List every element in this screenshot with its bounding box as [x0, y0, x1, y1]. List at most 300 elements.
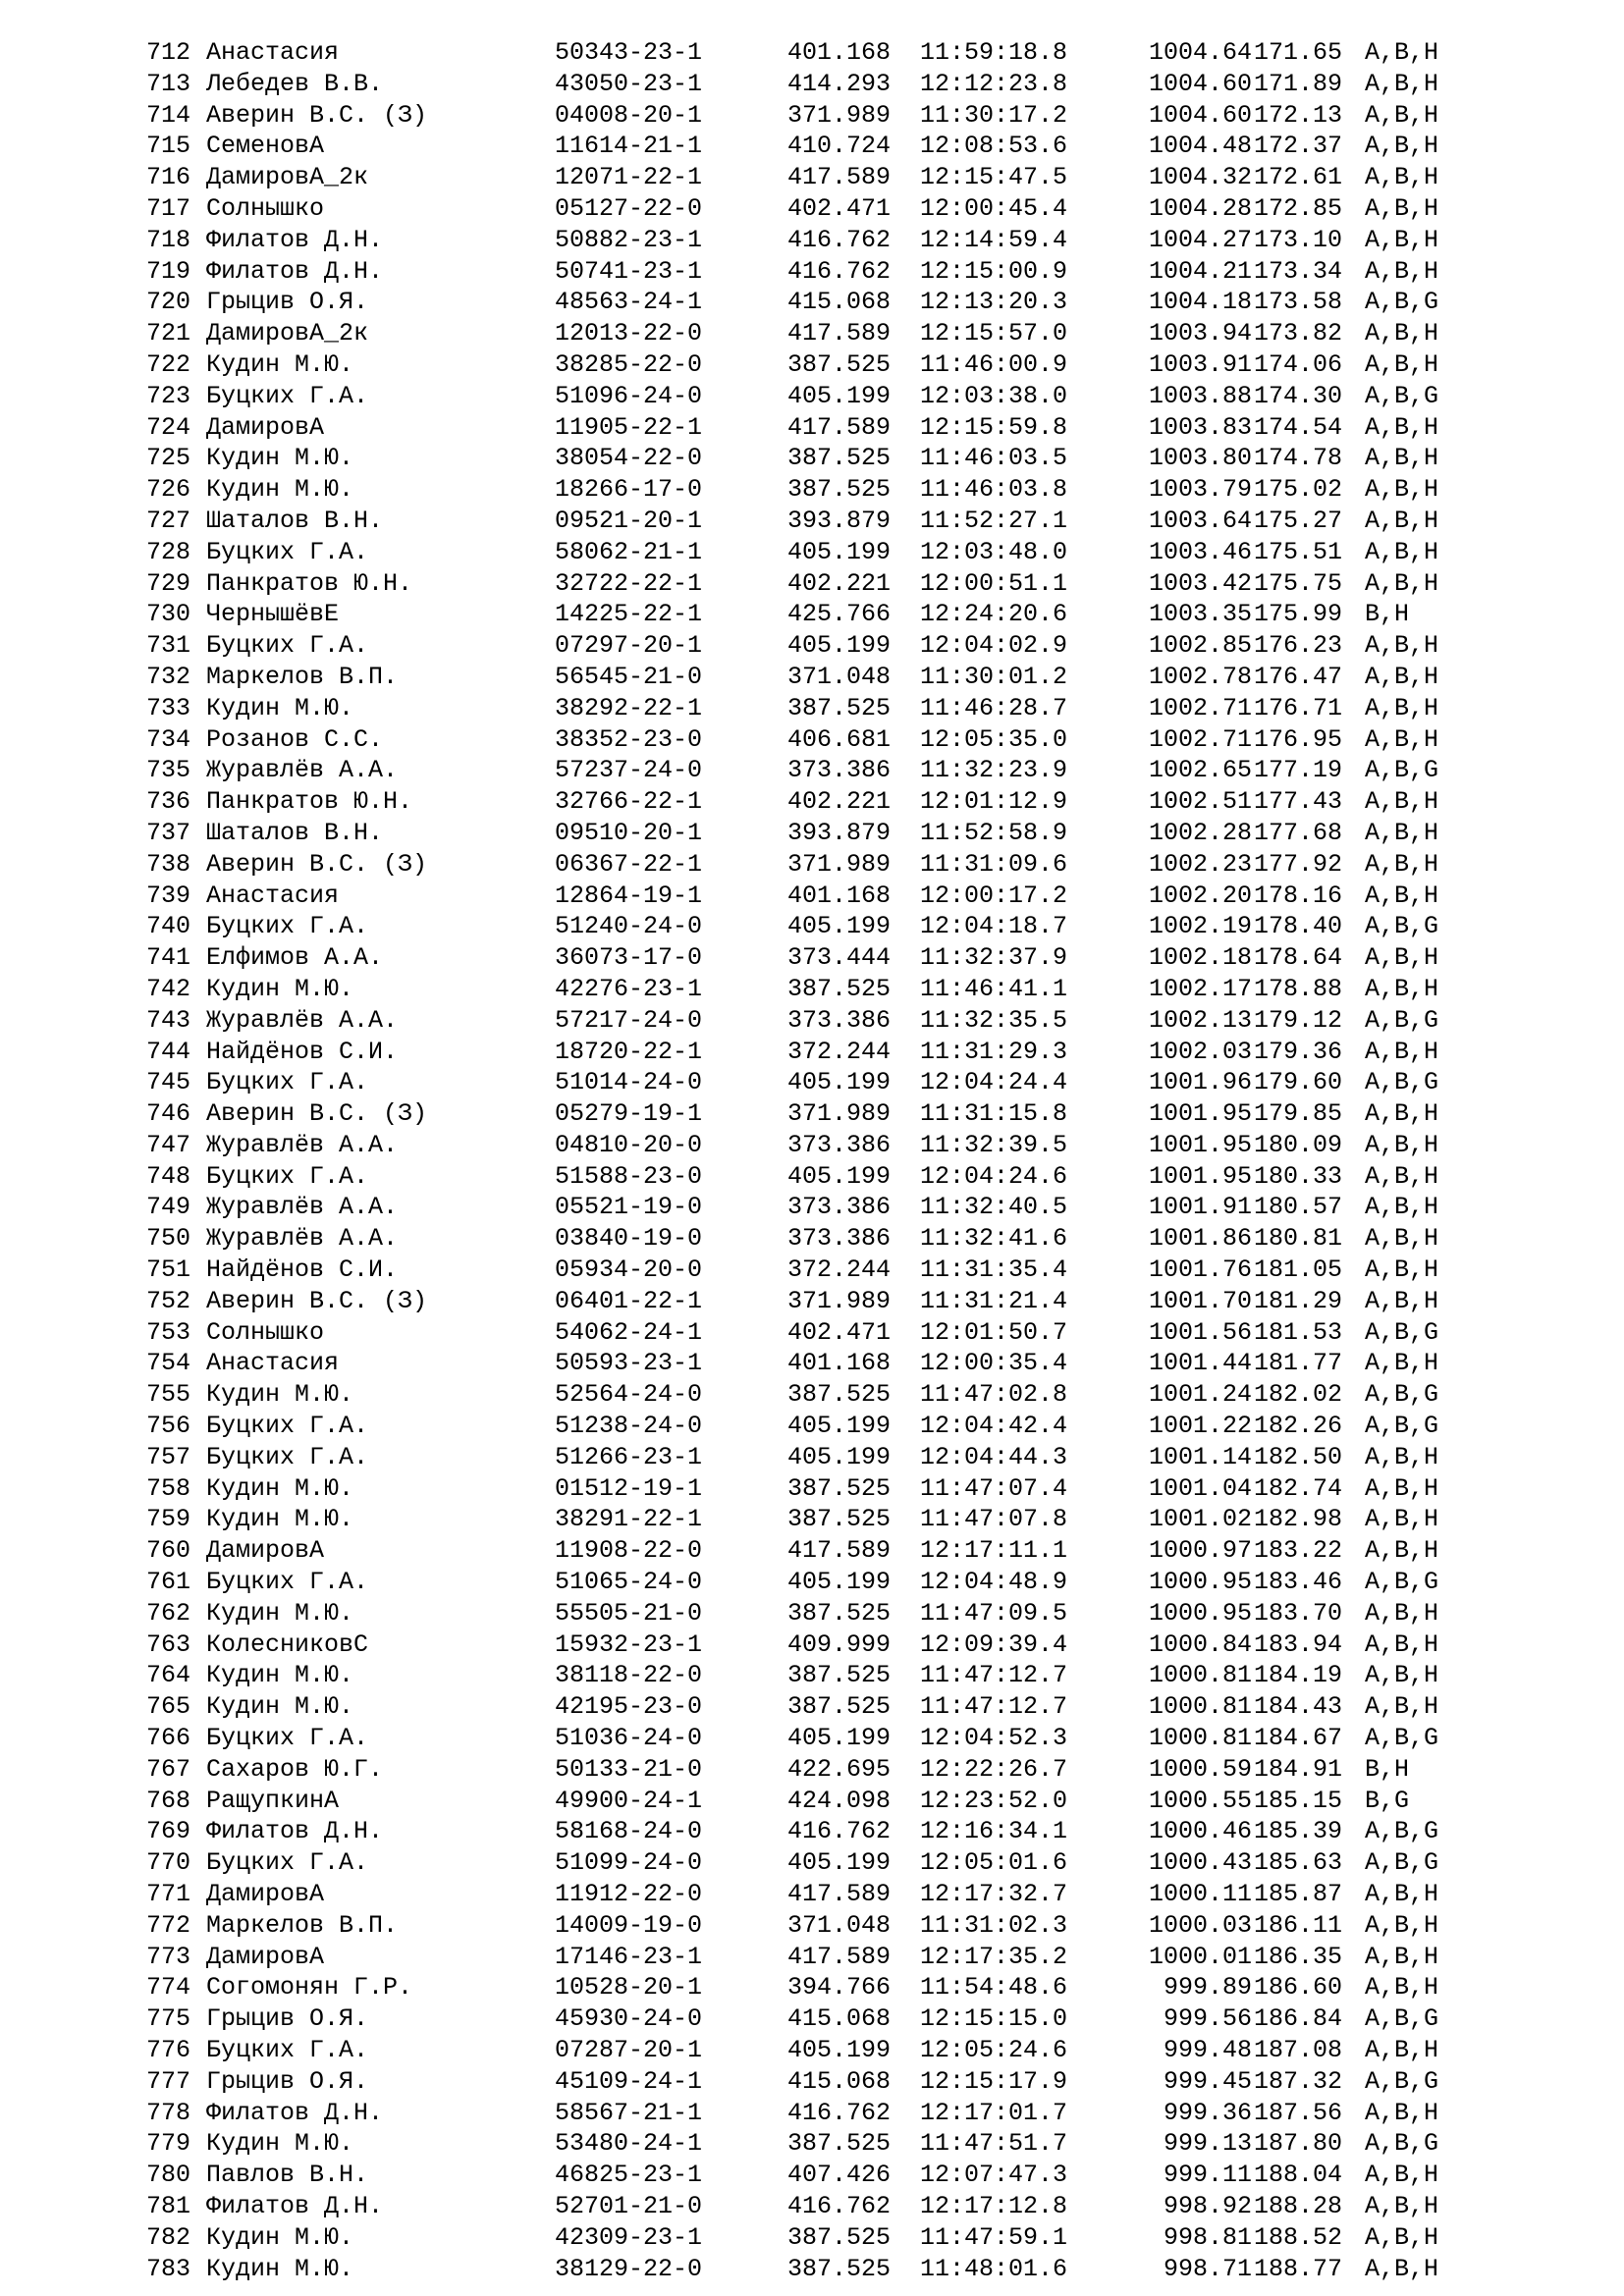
distance: 422.695: [787, 1754, 892, 1784]
arrival-time: 11:47:02.8: [920, 1380, 1068, 1410]
speed: 1002.65: [1148, 756, 1252, 785]
speed: 1001.95: [1148, 1161, 1252, 1191]
speed: 1002.78: [1148, 662, 1252, 691]
speed: 1001.76: [1148, 1255, 1252, 1285]
groups: A,B,H: [1365, 1349, 1439, 1378]
fancier-name: Журавлёв А.А.: [206, 756, 399, 785]
coefficient: 175.51: [1254, 537, 1343, 566]
fancier-name: Кудин М.Ю.: [206, 1692, 354, 1722]
speed: 1002.51: [1148, 787, 1252, 817]
groups: A,B,H: [1365, 943, 1439, 973]
place-number: 771: [145, 1880, 190, 1909]
groups: A,B,H: [1365, 193, 1439, 223]
result-row: [0, 1691, 1624, 1723]
result-row: [0, 881, 1624, 912]
coefficient: 179.60: [1254, 1068, 1343, 1097]
result-row: [0, 349, 1624, 381]
groups: A,B,H: [1365, 849, 1439, 879]
result-row: [0, 474, 1624, 506]
speed: 1004.60: [1148, 100, 1252, 130]
groups: A,B,H: [1365, 1161, 1439, 1191]
place-number: 716: [145, 163, 190, 192]
place-number: 755: [145, 1380, 190, 1410]
distance: 387.525: [787, 444, 892, 473]
coefficient: 174.78: [1254, 444, 1343, 473]
result-row: [0, 630, 1624, 662]
arrival-time: 11:48:01.6: [920, 2254, 1068, 2283]
ring-number: 54062-24-1: [555, 1317, 703, 1347]
place-number: 745: [145, 1068, 190, 1097]
arrival-time: 12:15:47.5: [920, 163, 1068, 192]
place-number: 724: [145, 412, 190, 442]
coefficient: 182.26: [1254, 1412, 1343, 1441]
groups: A,B,G: [1365, 756, 1439, 785]
result-row: [0, 162, 1624, 193]
distance: 416.762: [787, 256, 892, 286]
place-number: 715: [145, 132, 190, 161]
coefficient: 185.63: [1254, 1848, 1343, 1878]
result-row: [0, 69, 1624, 100]
result-row: [0, 2003, 1624, 2035]
distance: 401.168: [787, 1349, 892, 1378]
coefficient: 183.22: [1254, 1536, 1343, 1566]
coefficient: 178.64: [1254, 943, 1343, 973]
coefficient: 187.08: [1254, 2036, 1343, 2064]
distance: 415.068: [787, 288, 892, 317]
ring-number: 49900-24-1: [555, 1786, 703, 1815]
fancier-name: Кудин М.Ю.: [206, 2254, 354, 2283]
distance: 405.199: [787, 631, 892, 661]
distance: 402.221: [787, 787, 892, 817]
groups: A,B,H: [1365, 1598, 1439, 1628]
place-number: 767: [145, 1754, 190, 1784]
distance: 415.068: [787, 2004, 892, 2034]
coefficient: 188.77: [1254, 2254, 1343, 2283]
coefficient: 181.53: [1254, 1317, 1343, 1347]
place-number: 777: [145, 2066, 190, 2096]
fancier-name: Кудин М.Ю.: [206, 1661, 354, 1690]
groups: A,B,G: [1365, 1848, 1439, 1878]
arrival-time: 11:30:17.2: [920, 100, 1068, 130]
speed: 1001.70: [1148, 1286, 1252, 1315]
place-number: 731: [145, 631, 190, 661]
result-row: [0, 1910, 1624, 1942]
fancier-name: Панкратов Ю.Н.: [206, 568, 413, 598]
groups: A,B,H: [1365, 225, 1439, 254]
ring-number: 03840-19-0: [555, 1224, 703, 1254]
result-row: [0, 1348, 1624, 1379]
ring-number: 56545-21-0: [555, 662, 703, 691]
speed: 1000.81: [1148, 1724, 1252, 1753]
arrival-time: 12:17:11.1: [920, 1536, 1068, 1566]
speed: 999.48: [1163, 2036, 1252, 2064]
ring-number: 52701-21-0: [555, 2191, 703, 2220]
fancier-name: Аверин В.С. (З): [206, 1286, 428, 1315]
result-row: [0, 786, 1624, 818]
place-number: 738: [145, 849, 190, 879]
groups: A,B,H: [1365, 1224, 1439, 1254]
distance: 372.244: [787, 1037, 892, 1066]
result-row: [0, 2128, 1624, 2160]
speed: 1004.18: [1148, 288, 1252, 317]
arrival-time: 11:31:29.3: [920, 1037, 1068, 1066]
coefficient: 172.85: [1254, 193, 1343, 223]
result-row: [0, 100, 1624, 132]
speed: 1001.95: [1148, 1130, 1252, 1159]
distance: 371.048: [787, 662, 892, 691]
distance: 387.525: [787, 974, 892, 1003]
fancier-name: Филатов Д.Н.: [206, 2191, 384, 2220]
distance: 401.168: [787, 881, 892, 910]
result-row: [0, 1598, 1624, 1629]
ring-number: 50133-21-0: [555, 1754, 703, 1784]
result-row: [0, 2222, 1624, 2254]
place-number: 778: [145, 2098, 190, 2127]
arrival-time: 12:04:02.9: [920, 631, 1068, 661]
arrival-time: 11:31:02.3: [920, 1910, 1068, 1940]
groups: A,B,H: [1365, 1942, 1439, 1971]
arrival-time: 11:46:00.9: [920, 349, 1068, 379]
speed: 1002.28: [1148, 818, 1252, 847]
result-row: [0, 1067, 1624, 1098]
ring-number: 45109-24-1: [555, 2066, 703, 2096]
speed: 1002.18: [1148, 943, 1252, 973]
arrival-time: 11:59:18.8: [920, 38, 1068, 67]
groups: A,B,G: [1365, 912, 1439, 941]
fancier-name: Филатов Д.Н.: [206, 225, 384, 254]
result-row: [0, 1192, 1624, 1223]
ring-number: 12071-22-1: [555, 163, 703, 192]
distance: 417.589: [787, 163, 892, 192]
arrival-time: 11:47:59.1: [920, 2222, 1068, 2252]
coefficient: 188.04: [1254, 2161, 1343, 2190]
speed: 1000.11: [1148, 1880, 1252, 1909]
speed: 1001.95: [1148, 1099, 1252, 1129]
distance: 405.199: [787, 1068, 892, 1097]
arrival-time: 12:05:01.6: [920, 1848, 1068, 1878]
distance: 387.525: [787, 349, 892, 379]
distance: 393.879: [787, 506, 892, 535]
ring-number: 57217-24-0: [555, 1005, 703, 1035]
ring-number: 18720-22-1: [555, 1037, 703, 1066]
fancier-name: Найдёнов С.И.: [206, 1037, 399, 1066]
result-row: [0, 131, 1624, 162]
fancier-name: СеменовА: [206, 132, 325, 161]
arrival-time: 12:23:52.0: [920, 1786, 1068, 1815]
coefficient: 174.06: [1254, 349, 1343, 379]
speed: 1001.96: [1148, 1068, 1252, 1097]
distance: 405.199: [787, 912, 892, 941]
result-row: [0, 287, 1624, 318]
fancier-name: Аверин В.С. (З): [206, 849, 428, 879]
fancier-name: Буцких Г.А.: [206, 1724, 369, 1753]
ring-number: 38129-22-0: [555, 2254, 703, 2283]
place-number: 750: [145, 1224, 190, 1254]
place-number: 728: [145, 537, 190, 566]
arrival-time: 12:15:17.9: [920, 2066, 1068, 2096]
fancier-name: Буцких Г.А.: [206, 1568, 369, 1597]
speed: 1004.32: [1148, 163, 1252, 192]
speed: 1000.95: [1148, 1598, 1252, 1628]
arrival-time: 11:46:03.5: [920, 444, 1068, 473]
fancier-name: Грыцив О.Я.: [206, 2066, 369, 2096]
groups: A,B,H: [1365, 163, 1439, 192]
distance: 371.048: [787, 1910, 892, 1940]
distance: 402.471: [787, 193, 892, 223]
place-number: 764: [145, 1661, 190, 1690]
distance: 425.766: [787, 600, 892, 629]
ring-number: 36073-17-0: [555, 943, 703, 973]
ring-number: 51266-23-1: [555, 1442, 703, 1471]
speed: 1000.55: [1148, 1786, 1252, 1815]
arrival-time: 11:47:09.5: [920, 1598, 1068, 1628]
groups: A,B,G: [1365, 1068, 1439, 1097]
groups: A,B,H: [1365, 1099, 1439, 1129]
groups: A,B,H: [1365, 2036, 1439, 2064]
groups: A,B,H: [1365, 662, 1439, 691]
speed: 1001.22: [1148, 1412, 1252, 1441]
distance: 414.293: [787, 69, 892, 98]
fancier-name: РащупкинА: [206, 1786, 340, 1815]
ring-number: 51099-24-0: [555, 1848, 703, 1878]
groups: A,B,H: [1365, 787, 1439, 817]
speed: 1001.91: [1148, 1193, 1252, 1222]
place-number: 769: [145, 1817, 190, 1846]
ring-number: 42309-23-1: [555, 2222, 703, 2252]
ring-number: 51588-23-0: [555, 1161, 703, 1191]
arrival-time: 12:04:48.9: [920, 1568, 1068, 1597]
fancier-name: Филатов Д.Н.: [206, 1817, 384, 1846]
ring-number: 14009-19-0: [555, 1910, 703, 1940]
result-row: [0, 942, 1624, 974]
arrival-time: 11:32:40.5: [920, 1193, 1068, 1222]
arrival-time: 12:03:48.0: [920, 537, 1068, 566]
speed: 1004.48: [1148, 132, 1252, 161]
distance: 405.199: [787, 2036, 892, 2064]
ring-number: 50593-23-1: [555, 1349, 703, 1378]
result-row: [0, 849, 1624, 881]
groups: A,B,H: [1365, 319, 1439, 348]
speed: 999.13: [1163, 2129, 1252, 2159]
coefficient: 186.84: [1254, 2004, 1343, 2034]
place-number: 768: [145, 1786, 190, 1815]
speed: 1002.23: [1148, 849, 1252, 879]
fancier-name: Кудин М.Ю.: [206, 444, 354, 473]
fancier-name: Сахаров Ю.Г.: [206, 1754, 384, 1784]
speed: 998.81: [1163, 2222, 1252, 2252]
fancier-name: Кудин М.Ю.: [206, 1505, 354, 1534]
coefficient: 172.13: [1254, 100, 1343, 130]
distance: 416.762: [787, 1817, 892, 1846]
speed: 1000.81: [1148, 1661, 1252, 1690]
arrival-time: 12:04:24.6: [920, 1161, 1068, 1191]
coefficient: 184.19: [1254, 1661, 1343, 1690]
coefficient: 179.12: [1254, 1005, 1343, 1035]
groups: A,B,H: [1365, 2161, 1439, 2190]
place-number: 734: [145, 724, 190, 754]
fancier-name: Буцких Г.А.: [206, 1068, 369, 1097]
result-row: [0, 1972, 1624, 2003]
result-row: [0, 1629, 1624, 1661]
result-row: [0, 1005, 1624, 1037]
ring-number: 04008-20-1: [555, 100, 703, 130]
coefficient: 173.58: [1254, 288, 1343, 317]
result-row: [0, 1161, 1624, 1193]
fancier-name: Буцких Г.А.: [206, 912, 369, 941]
coefficient: 177.68: [1254, 818, 1343, 847]
coefficient: 188.52: [1254, 2222, 1343, 2252]
coefficient: 188.28: [1254, 2191, 1343, 2220]
ring-number: 12864-19-1: [555, 881, 703, 910]
ring-number: 38118-22-0: [555, 1661, 703, 1690]
result-row: [0, 2191, 1624, 2222]
speed: 998.71: [1163, 2254, 1252, 2283]
fancier-name: Кудин М.Ю.: [206, 475, 354, 505]
result-row: [0, 1567, 1624, 1598]
result-row: [0, 2254, 1624, 2285]
groups: A,B,H: [1365, 1442, 1439, 1471]
ring-number: 50343-23-1: [555, 38, 703, 67]
speed: 999.89: [1163, 1973, 1252, 2002]
distance: 387.525: [787, 1505, 892, 1534]
fancier-name: Шаталов В.Н.: [206, 506, 384, 535]
coefficient: 181.77: [1254, 1349, 1343, 1378]
speed: 1000.46: [1148, 1817, 1252, 1846]
ring-number: 05934-20-0: [555, 1255, 703, 1285]
ring-number: 04810-20-0: [555, 1130, 703, 1159]
ring-number: 42276-23-1: [555, 974, 703, 1003]
result-row: [0, 2035, 1624, 2066]
speed: 1003.79: [1148, 475, 1252, 505]
distance: 393.879: [787, 818, 892, 847]
distance: 373.386: [787, 1193, 892, 1222]
coefficient: 178.40: [1254, 912, 1343, 941]
groups: A,B,H: [1365, 1910, 1439, 1940]
coefficient: 181.29: [1254, 1286, 1343, 1315]
coefficient: 176.71: [1254, 693, 1343, 722]
arrival-time: 12:04:18.7: [920, 912, 1068, 941]
arrival-time: 12:15:57.0: [920, 319, 1068, 348]
arrival-time: 11:32:41.6: [920, 1224, 1068, 1254]
groups: A,B,H: [1365, 2098, 1439, 2127]
groups: A,B,G: [1365, 2066, 1439, 2096]
fancier-name: Солнышко: [206, 1317, 325, 1347]
result-row: [0, 318, 1624, 349]
fancier-name: Кудин М.Ю.: [206, 2222, 354, 2252]
ring-number: 09510-20-1: [555, 818, 703, 847]
place-number: 736: [145, 787, 190, 817]
place-number: 776: [145, 2036, 190, 2064]
coefficient: 174.54: [1254, 412, 1343, 442]
distance: 409.999: [787, 1629, 892, 1659]
place-number: 748: [145, 1161, 190, 1191]
fancier-name: Буцких Г.А.: [206, 381, 369, 410]
groups: A,B,H: [1365, 38, 1439, 67]
speed: 1001.02: [1148, 1505, 1252, 1534]
distance: 387.525: [787, 1598, 892, 1628]
groups: A,B,H: [1365, 1286, 1439, 1315]
place-number: 761: [145, 1568, 190, 1597]
distance: 424.098: [787, 1786, 892, 1815]
coefficient: 185.15: [1254, 1786, 1343, 1815]
place-number: 753: [145, 1317, 190, 1347]
coefficient: 184.43: [1254, 1692, 1343, 1722]
result-row: [0, 256, 1624, 288]
speed: 1002.13: [1148, 1005, 1252, 1035]
groups: A,B,H: [1365, 1629, 1439, 1659]
coefficient: 183.70: [1254, 1598, 1343, 1628]
distance: 371.989: [787, 849, 892, 879]
arrival-time: 12:14:59.4: [920, 225, 1068, 254]
ring-number: 07287-20-1: [555, 2036, 703, 2064]
result-row: [0, 1379, 1624, 1411]
fancier-name: Кудин М.Ю.: [206, 1598, 354, 1628]
place-number: 737: [145, 818, 190, 847]
distance: 387.525: [787, 1380, 892, 1410]
arrival-time: 12:01:50.7: [920, 1317, 1068, 1347]
coefficient: 177.43: [1254, 787, 1343, 817]
result-row: [0, 818, 1624, 849]
groups: A,B,H: [1365, 506, 1439, 535]
coefficient: 178.88: [1254, 974, 1343, 1003]
fancier-name: Найдёнов С.И.: [206, 1255, 399, 1285]
arrival-time: 11:47:07.4: [920, 1473, 1068, 1503]
fancier-name: Анастасия: [206, 881, 340, 910]
speed: 1004.21: [1148, 256, 1252, 286]
arrival-time: 12:04:24.4: [920, 1068, 1068, 1097]
groups: A,B,H: [1365, 2254, 1439, 2283]
speed: 1003.42: [1148, 568, 1252, 598]
groups: A,B,H: [1365, 1130, 1439, 1159]
ring-number: 42195-23-0: [555, 1692, 703, 1722]
distance: 387.525: [787, 1692, 892, 1722]
result-row: [0, 1223, 1624, 1255]
ring-number: 11908-22-0: [555, 1536, 703, 1566]
coefficient: 187.56: [1254, 2098, 1343, 2127]
result-row: [0, 1037, 1624, 1068]
ring-number: 53480-24-1: [555, 2129, 703, 2159]
ring-number: 38352-23-0: [555, 724, 703, 754]
speed: 1003.91: [1148, 349, 1252, 379]
speed: 1004.28: [1148, 193, 1252, 223]
distance: 373.386: [787, 1224, 892, 1254]
arrival-time: 12:01:12.9: [920, 787, 1068, 817]
place-number: 730: [145, 600, 190, 629]
distance: 387.525: [787, 2129, 892, 2159]
fancier-name: Журавлёв А.А.: [206, 1005, 399, 1035]
ring-number: 11614-21-1: [555, 132, 703, 161]
arrival-time: 12:07:47.3: [920, 2161, 1068, 2190]
groups: A,B,H: [1365, 974, 1439, 1003]
coefficient: 186.35: [1254, 1942, 1343, 1971]
groups: A,B,H: [1365, 1880, 1439, 1909]
ring-number: 01512-19-1: [555, 1473, 703, 1503]
ring-number: 48563-24-1: [555, 288, 703, 317]
speed: 1001.86: [1148, 1224, 1252, 1254]
coefficient: 174.30: [1254, 381, 1343, 410]
speed: 1003.88: [1148, 381, 1252, 410]
result-row: [0, 1504, 1624, 1535]
coefficient: 185.39: [1254, 1817, 1343, 1846]
place-number: 721: [145, 319, 190, 348]
ring-number: 06367-22-1: [555, 849, 703, 879]
groups: A,B,H: [1365, 69, 1439, 98]
distance: 387.525: [787, 1473, 892, 1503]
speed: 1002.17: [1148, 974, 1252, 1003]
place-number: 749: [145, 1193, 190, 1222]
result-row: [0, 193, 1624, 225]
groups: A,B,H: [1365, 444, 1439, 473]
